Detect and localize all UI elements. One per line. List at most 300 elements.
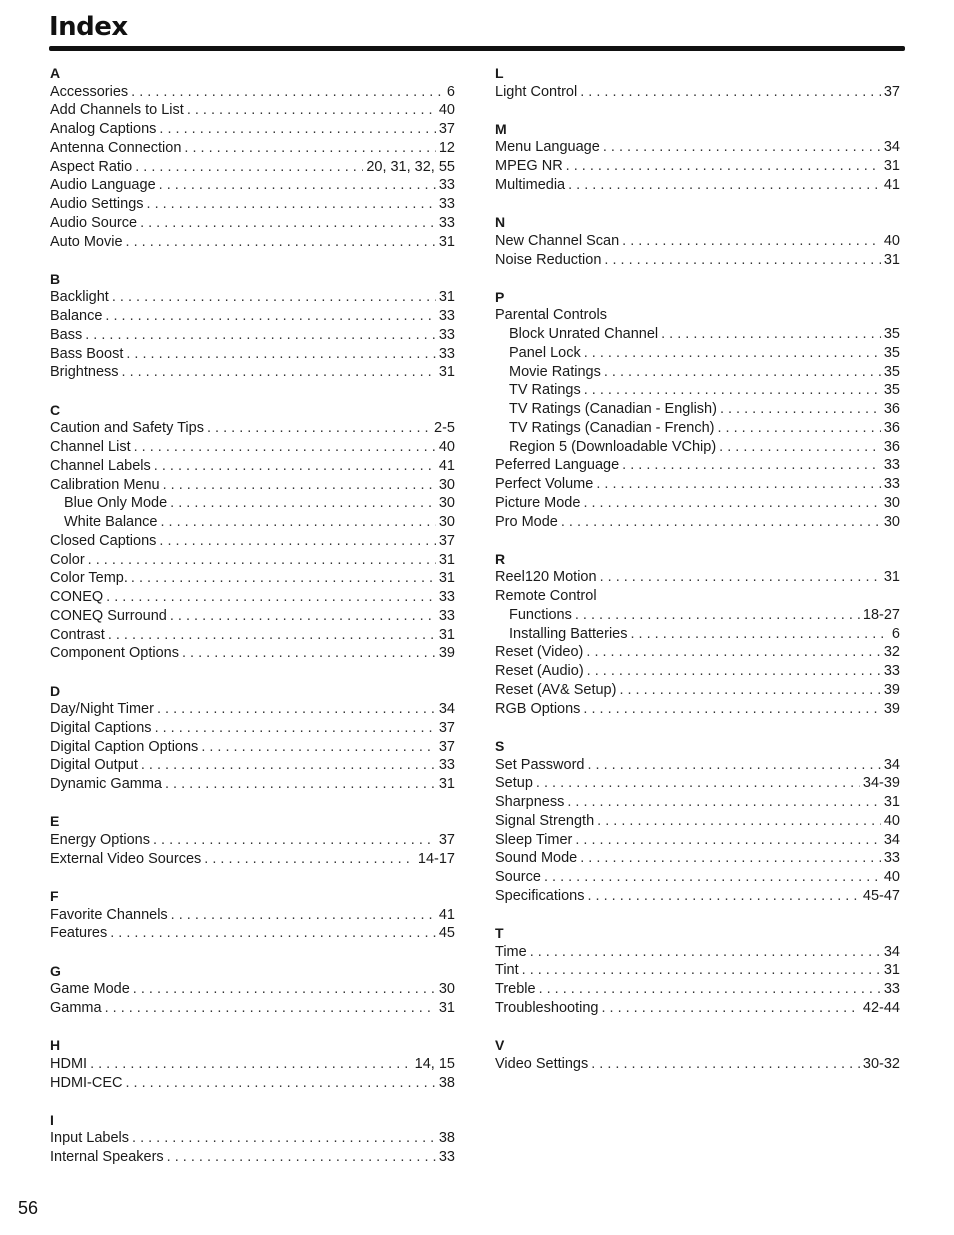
entry-page: 33 — [438, 345, 455, 362]
entry-label: Brightness — [50, 364, 119, 381]
index-entry — [50, 850, 455, 869]
dot-leader — [719, 438, 881, 457]
entry-label: Channel List — [50, 439, 131, 456]
dot-leader — [161, 513, 436, 532]
index-entry — [50, 419, 455, 438]
entry-label: Digital Output — [50, 757, 138, 774]
entry-page: 35 — [883, 344, 900, 361]
entry-page: 18-27 — [862, 606, 900, 623]
section-letter: V — [495, 1037, 505, 1054]
entry-label: Audio Settings — [50, 196, 144, 213]
index-entry — [50, 532, 455, 551]
entry-label: Audio Language — [50, 177, 156, 194]
entry-label: Calibration Menu — [50, 476, 160, 493]
entry-page: 35 — [883, 363, 900, 380]
dot-leader — [131, 569, 436, 588]
dot-leader — [597, 812, 881, 831]
entry-label: Digital Captions — [50, 719, 152, 736]
index-entry — [495, 251, 900, 270]
dot-leader — [584, 344, 881, 363]
dot-leader — [90, 1055, 412, 1074]
index-entry — [50, 775, 455, 794]
entry-label: Channel Labels — [50, 457, 151, 474]
entry-page: 30 — [438, 981, 455, 998]
entry-label: Source — [495, 869, 541, 886]
entry-label: Menu Language — [495, 139, 600, 156]
dot-leader — [201, 738, 436, 757]
dot-leader — [171, 906, 436, 925]
dot-leader — [539, 980, 881, 999]
entry-label: Reel120 Motion — [495, 569, 597, 586]
entry-label: Panel Lock — [509, 344, 581, 361]
index-section — [495, 64, 900, 101]
dot-leader — [591, 1055, 860, 1074]
dot-leader — [204, 850, 415, 869]
entry-page: 2-5 — [434, 420, 455, 437]
entry-label: Specifications — [495, 887, 585, 904]
index-entry — [50, 756, 455, 775]
dot-leader — [580, 83, 881, 102]
section-letter: A — [50, 65, 61, 81]
index-entry — [495, 494, 900, 513]
entry-page: 31 — [438, 999, 455, 1016]
index-entry — [50, 139, 455, 158]
dot-leader — [85, 326, 436, 345]
index-section — [50, 1036, 455, 1092]
entry-label: Block Unrated Channel — [509, 326, 659, 343]
dot-leader — [587, 662, 881, 681]
index-entry — [50, 551, 455, 570]
entry-label: Game Mode — [50, 981, 130, 998]
entry-page: 20, 31, 32, 55 — [366, 158, 455, 175]
dot-leader — [140, 214, 436, 233]
dot-leader — [601, 999, 859, 1018]
entry-page: 31 — [438, 364, 455, 381]
index-entry — [50, 1074, 455, 1093]
title-rule — [49, 46, 905, 51]
entry-page: 31 — [438, 233, 455, 250]
dot-leader — [126, 345, 436, 364]
entry-page: 31 — [438, 551, 455, 568]
index-subentry — [495, 400, 900, 419]
dot-leader — [583, 494, 880, 513]
entry-page: 33 — [883, 850, 900, 867]
index-entry — [50, 438, 455, 457]
index-entry — [50, 307, 455, 326]
index-subentry — [495, 344, 900, 363]
entry-label: Tint — [495, 962, 519, 979]
index-entry — [50, 700, 455, 719]
index-entry — [50, 176, 455, 195]
index-entry — [50, 83, 455, 102]
entry-page: 33 — [438, 214, 455, 231]
index-entry — [50, 195, 455, 214]
entry-label: TV Ratings — [509, 382, 581, 399]
entry-label: Favorite Channels — [50, 906, 168, 923]
entry-label: Analog Captions — [50, 121, 157, 138]
dot-leader — [584, 381, 881, 400]
entry-page: 45-47 — [862, 887, 900, 904]
entry-page: 33 — [438, 308, 455, 325]
entry-label: External Video Sources — [50, 850, 202, 867]
index-entry — [50, 719, 455, 738]
index-subentry — [495, 381, 900, 400]
index-entry — [50, 158, 455, 177]
section-letter: I — [50, 1111, 54, 1128]
entry-page: 33 — [438, 196, 455, 213]
section-letter: S — [495, 737, 505, 754]
dot-leader — [530, 943, 881, 962]
dot-leader — [170, 494, 436, 513]
index-entry — [50, 120, 455, 139]
entry-label: Reset (Video) — [495, 644, 584, 661]
index-entry — [50, 326, 455, 345]
entry-page: 41 — [438, 457, 455, 474]
index-subentry — [495, 325, 900, 344]
entry-label: Signal Strength — [495, 812, 595, 829]
index-section — [50, 962, 455, 1018]
dot-leader — [622, 232, 881, 251]
entry-page: 38 — [438, 1074, 455, 1091]
index-entry — [50, 363, 455, 382]
dot-leader — [153, 831, 436, 850]
dot-leader — [561, 513, 881, 532]
dot-leader — [622, 456, 881, 475]
entry-page: 12 — [438, 139, 455, 156]
entry-label: Color Temp. — [50, 570, 128, 587]
index-entry — [50, 457, 455, 476]
entry-label: Aspect Ratio — [50, 158, 133, 175]
index-entry — [50, 214, 455, 233]
index-entry — [50, 588, 455, 607]
entry-label: Treble — [495, 981, 536, 998]
dot-leader — [126, 233, 436, 252]
entry-page: 31 — [883, 251, 900, 268]
index-entry — [495, 1055, 900, 1074]
section-letter: C — [50, 401, 61, 418]
entry-page: 39 — [883, 681, 900, 698]
dot-leader — [630, 625, 888, 644]
index-subentry — [495, 438, 900, 457]
entry-page: 37 — [438, 738, 455, 755]
entry-label: Noise Reduction — [495, 251, 602, 268]
dot-leader — [133, 980, 436, 999]
entry-page: 31 — [883, 794, 900, 811]
entry-page: 36 — [883, 419, 900, 436]
index-subentry — [495, 419, 900, 438]
entry-page: 33 — [438, 1149, 455, 1166]
dot-leader — [106, 588, 436, 607]
entry-label: Bass Boost — [50, 345, 124, 362]
index-entry — [495, 812, 900, 831]
entry-page: 30 — [438, 514, 455, 531]
section-letter: F — [50, 887, 59, 904]
index-section — [50, 401, 455, 663]
index-section — [495, 550, 900, 719]
section-letter: T — [495, 925, 504, 942]
entry-page: 33 — [438, 757, 455, 774]
entry-page: 33 — [883, 663, 900, 680]
index-entry — [495, 831, 900, 850]
dot-leader — [170, 607, 436, 626]
dot-leader — [522, 961, 881, 980]
index-subentry — [495, 606, 900, 625]
entry-label: Perfect Volume — [495, 476, 594, 493]
index-subentry — [495, 625, 900, 644]
dot-leader — [105, 307, 435, 326]
index-section — [495, 737, 900, 906]
index-entry — [495, 662, 900, 681]
entry-label: Setup — [495, 775, 533, 792]
index-entry — [495, 887, 900, 906]
dot-leader — [661, 325, 881, 344]
entry-label: MPEG NR — [495, 158, 563, 175]
dot-leader — [157, 700, 436, 719]
dot-leader — [600, 568, 881, 587]
index-entry — [495, 83, 900, 102]
index-entry — [495, 232, 900, 251]
section-letter: L — [495, 65, 504, 81]
entry-page: 40 — [438, 439, 455, 456]
index-section — [495, 288, 900, 532]
entry-page: 39 — [438, 645, 455, 662]
index-entry — [495, 700, 900, 719]
entry-page: 34 — [883, 756, 900, 773]
dot-leader — [112, 288, 436, 307]
entry-label: RGB Options — [495, 700, 581, 717]
entry-page: 40 — [883, 812, 900, 829]
entry-label: New Channel Scan — [495, 232, 620, 249]
index-entry — [50, 569, 455, 588]
entry-page: 31 — [883, 569, 900, 586]
index-section — [495, 120, 900, 195]
index-entry — [495, 868, 900, 887]
index-entry — [495, 138, 900, 157]
entry-label: Set Password — [495, 756, 585, 773]
entry-label: Gamma — [50, 999, 102, 1016]
entry-page: 45 — [438, 925, 455, 942]
index-entry — [50, 288, 455, 307]
index-entry — [495, 643, 900, 662]
dot-leader — [163, 476, 436, 495]
dot-leader — [718, 419, 881, 438]
index-entry — [50, 1129, 455, 1148]
entry-label: Installing Batteries — [509, 625, 628, 642]
index-section — [50, 270, 455, 382]
index-column-right — [495, 64, 900, 1092]
index-entry — [50, 607, 455, 626]
index-entry — [50, 831, 455, 850]
entry-label: Component Options — [50, 645, 179, 662]
entry-page: 39 — [883, 700, 900, 717]
entry-label: TV Ratings (Canadian - French) — [509, 419, 715, 436]
index-subentry — [495, 363, 900, 382]
entry-label: Sound Mode — [495, 850, 578, 867]
index-entry — [495, 756, 900, 775]
index-entry — [495, 774, 900, 793]
entry-label: Balance — [50, 308, 103, 325]
dot-leader — [587, 756, 880, 775]
index-entry — [50, 1148, 455, 1167]
dot-leader — [596, 475, 881, 494]
entry-label: Input Labels — [50, 1130, 130, 1147]
entry-label: Closed Captions — [50, 532, 157, 549]
index-entry — [50, 924, 455, 943]
index-entry — [50, 1055, 455, 1074]
entry-page: 31 — [883, 962, 900, 979]
dot-leader — [108, 626, 436, 645]
dot-leader — [187, 101, 436, 120]
dot-leader — [126, 1074, 436, 1093]
entry-label: Antenna Connection — [50, 139, 182, 156]
index-entry — [50, 101, 455, 120]
dot-leader — [147, 195, 436, 214]
section-letter: B — [50, 270, 61, 287]
index-entry — [495, 475, 900, 494]
entry-page: 30 — [883, 513, 900, 530]
entry-page: 31 — [883, 158, 900, 175]
entry-label: Reset (AV& Setup) — [495, 681, 617, 698]
entry-label: Bass — [50, 326, 83, 343]
dot-leader — [536, 774, 860, 793]
entry-label: Auto Movie — [50, 233, 123, 250]
entry-page: 34 — [438, 701, 455, 718]
entry-page: 32 — [883, 644, 900, 661]
entry-label: Parental Controls — [495, 307, 608, 324]
index-entry — [50, 906, 455, 925]
entry-page: 34-39 — [862, 775, 900, 792]
section-letter: R — [495, 550, 506, 567]
dot-leader — [159, 120, 435, 139]
dot-leader — [105, 999, 436, 1018]
entry-label: Functions — [509, 606, 572, 623]
entry-label: Internal Speakers — [50, 1149, 164, 1166]
entry-label: Dynamic Gamma — [50, 776, 162, 793]
entry-page: 33 — [883, 457, 900, 474]
dot-leader — [566, 157, 881, 176]
dot-leader — [587, 887, 859, 906]
index-section — [50, 1111, 455, 1167]
entry-label: Blue Only Mode — [64, 495, 168, 512]
entry-label: Peferred Language — [495, 457, 620, 474]
dot-leader — [575, 831, 880, 850]
entry-label: Color — [50, 551, 85, 568]
index-section — [50, 682, 455, 794]
dot-leader — [159, 176, 436, 195]
entry-page: 40 — [883, 869, 900, 886]
dot-leader — [586, 643, 880, 662]
index-entry — [50, 999, 455, 1018]
entry-label: HDMI — [50, 1055, 88, 1072]
index-section — [50, 887, 455, 943]
entry-page: 41 — [438, 906, 455, 923]
entry-label: Day/Night Timer — [50, 701, 154, 718]
entry-page: 33 — [438, 326, 455, 343]
index-entry — [495, 999, 900, 1018]
entry-page: 31 — [438, 626, 455, 643]
dot-leader — [580, 849, 881, 868]
dot-leader — [141, 756, 436, 775]
entry-page: 42-44 — [862, 999, 900, 1016]
entry-page: 37 — [438, 121, 455, 138]
dot-leader — [568, 176, 881, 195]
page-title: Index — [49, 12, 128, 42]
entry-page: 33 — [438, 607, 455, 624]
entry-page: 37 — [438, 532, 455, 549]
dot-leader — [604, 363, 881, 382]
index-entry — [495, 793, 900, 812]
dot-leader — [184, 139, 435, 158]
dot-leader — [567, 793, 881, 812]
dot-leader — [110, 924, 436, 943]
dot-leader — [159, 532, 435, 551]
entry-page: 31 — [438, 289, 455, 306]
entry-label: Caution and Safety Tips — [50, 420, 204, 437]
index-entry — [50, 644, 455, 663]
entry-page: 31 — [438, 776, 455, 793]
entry-label: Digital Caption Options — [50, 738, 199, 755]
dot-leader — [88, 551, 436, 570]
entry-page: 34 — [883, 139, 900, 156]
dot-leader — [544, 868, 881, 887]
index-entry — [50, 345, 455, 364]
dot-leader — [154, 457, 436, 476]
entry-label: HDMI-CEC — [50, 1074, 123, 1091]
entry-page: 34 — [883, 831, 900, 848]
entry-page: 6 — [891, 625, 900, 642]
entry-label: Accessories — [50, 83, 129, 100]
section-letter: D — [50, 682, 61, 699]
entry-page: 35 — [883, 326, 900, 343]
index-section — [50, 812, 455, 868]
index-entry — [495, 849, 900, 868]
entry-label: Remote Control — [495, 588, 597, 605]
entry-page: 35 — [883, 382, 900, 399]
entry-page: 40 — [883, 232, 900, 249]
entry-label: White Balance — [64, 514, 158, 531]
dot-leader — [182, 644, 436, 663]
dot-leader — [165, 775, 436, 794]
entry-label: Energy Options — [50, 831, 150, 848]
index-entry — [495, 176, 900, 195]
entry-label: Region 5 (Downloadable VChip) — [509, 438, 717, 455]
entry-page: 14-17 — [417, 850, 455, 867]
index-entry — [495, 456, 900, 475]
entry-label: Movie Ratings — [509, 363, 601, 380]
index-entry — [495, 943, 900, 962]
entry-label: Sharpness — [495, 794, 565, 811]
section-letter: P — [495, 288, 505, 305]
index-entry — [50, 233, 455, 252]
entry-label: CONEQ Surround — [50, 607, 167, 624]
index-section — [495, 213, 900, 269]
page-number: 56 — [18, 1198, 39, 1218]
entry-label: Pro Mode — [495, 513, 558, 530]
index-entry — [50, 476, 455, 495]
index-section — [495, 1036, 900, 1073]
entry-label: Light Control — [495, 83, 578, 100]
entry-page: 40 — [438, 102, 455, 119]
entry-page: 14, 15 — [414, 1055, 455, 1072]
dot-leader — [603, 138, 881, 157]
index-entry — [495, 306, 900, 325]
index-section — [495, 924, 900, 1018]
index-subentry — [50, 513, 455, 532]
dot-leader — [155, 719, 436, 738]
entry-label: Contrast — [50, 626, 105, 643]
dot-leader — [583, 700, 880, 719]
entry-label: Video Settings — [495, 1055, 589, 1072]
